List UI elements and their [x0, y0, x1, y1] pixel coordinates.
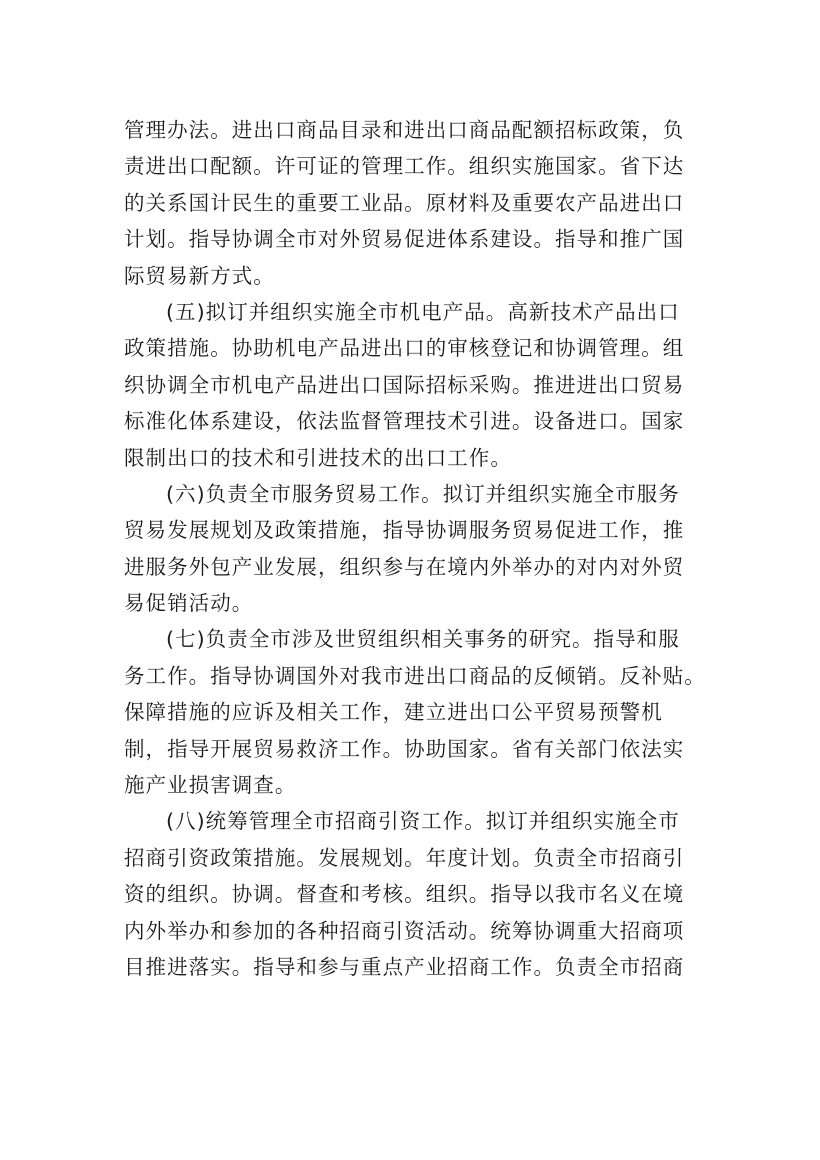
text-line: 的关系国计民生的重要工业品。原材料及重要农产品进出口 [124, 190, 685, 215]
document-body [124, 112, 706, 985]
text-line: 标准化体系建设，依法监督管理技术引进。设备进口。国家 [124, 409, 685, 434]
text-line: 进服务外包产业发展，组织参与在境内外举办的对内对外贸 [124, 554, 685, 579]
text-line: (五)拟订并组织实施全市机电产品。高新技术产品出口 [166, 299, 680, 324]
paragraph-item-6 [124, 476, 706, 622]
text-line: 资的组织。协调。督查和考核。组织。指导以我市名义在境 [124, 882, 685, 907]
text-line: (八)统筹管理全市招商引资工作。拟订并组织实施全市 [166, 809, 680, 834]
text-line: 管理办法。进出口商品目录和进出口商品配额招标政策，负 [124, 118, 685, 142]
text-line: 目推进落实。指导和参与重点产业招商工作。负责全市招商 [124, 954, 685, 979]
text-line: 施产业损害调查。 [124, 773, 297, 798]
paragraph-item-5 [124, 294, 706, 476]
text-line: 贸易发展规划及政策措施，指导协调服务贸易促进工作，推 [124, 518, 685, 543]
text-line: 内外举办和参加的各种招商引资活动。统筹协调重大招商项 [124, 918, 685, 943]
text-line: (七)负责全市涉及世贸组织相关事务的研究。指导和服 [166, 627, 680, 652]
paragraph-item-8 [124, 803, 706, 985]
paragraph-continuation [124, 112, 706, 294]
text-line: 招商引资政策措施。发展规划。年度计划。负责全市招商引 [124, 845, 685, 870]
text-line: 责进出口配额。许可证的管理工作。组织实施国家。省下达 [124, 154, 685, 179]
text-line: 织协调全市机电产品进出口国际招标采购。推进进出口贸易 [124, 372, 685, 397]
text-line: 保障措施的应诉及相关工作，建立进出口公平贸易预警机 [124, 700, 663, 725]
text-line: 限制出口的技术和引进技术的出口工作。 [124, 445, 512, 470]
text-line: 易促销活动。 [124, 591, 254, 616]
text-line: 计划。指导协调全市对外贸易促进体系建设。指导和推广国 [124, 227, 685, 252]
text-line: 际贸易新方式。 [124, 263, 275, 288]
text-line: 务工作。指导协调国外对我市进出口商品的反倾销。反补贴。 [124, 663, 706, 688]
text-line: 政策措施。协助机电产品进出口的审核登记和协调管理。组 [124, 336, 685, 361]
text-line: (六)负责全市服务贸易工作。拟订并组织实施全市服务 [166, 481, 680, 506]
text-line: 制，指导开展贸易救济工作。协助国家。省有关部门依法实 [124, 736, 685, 761]
paragraph-item-7 [124, 621, 706, 803]
